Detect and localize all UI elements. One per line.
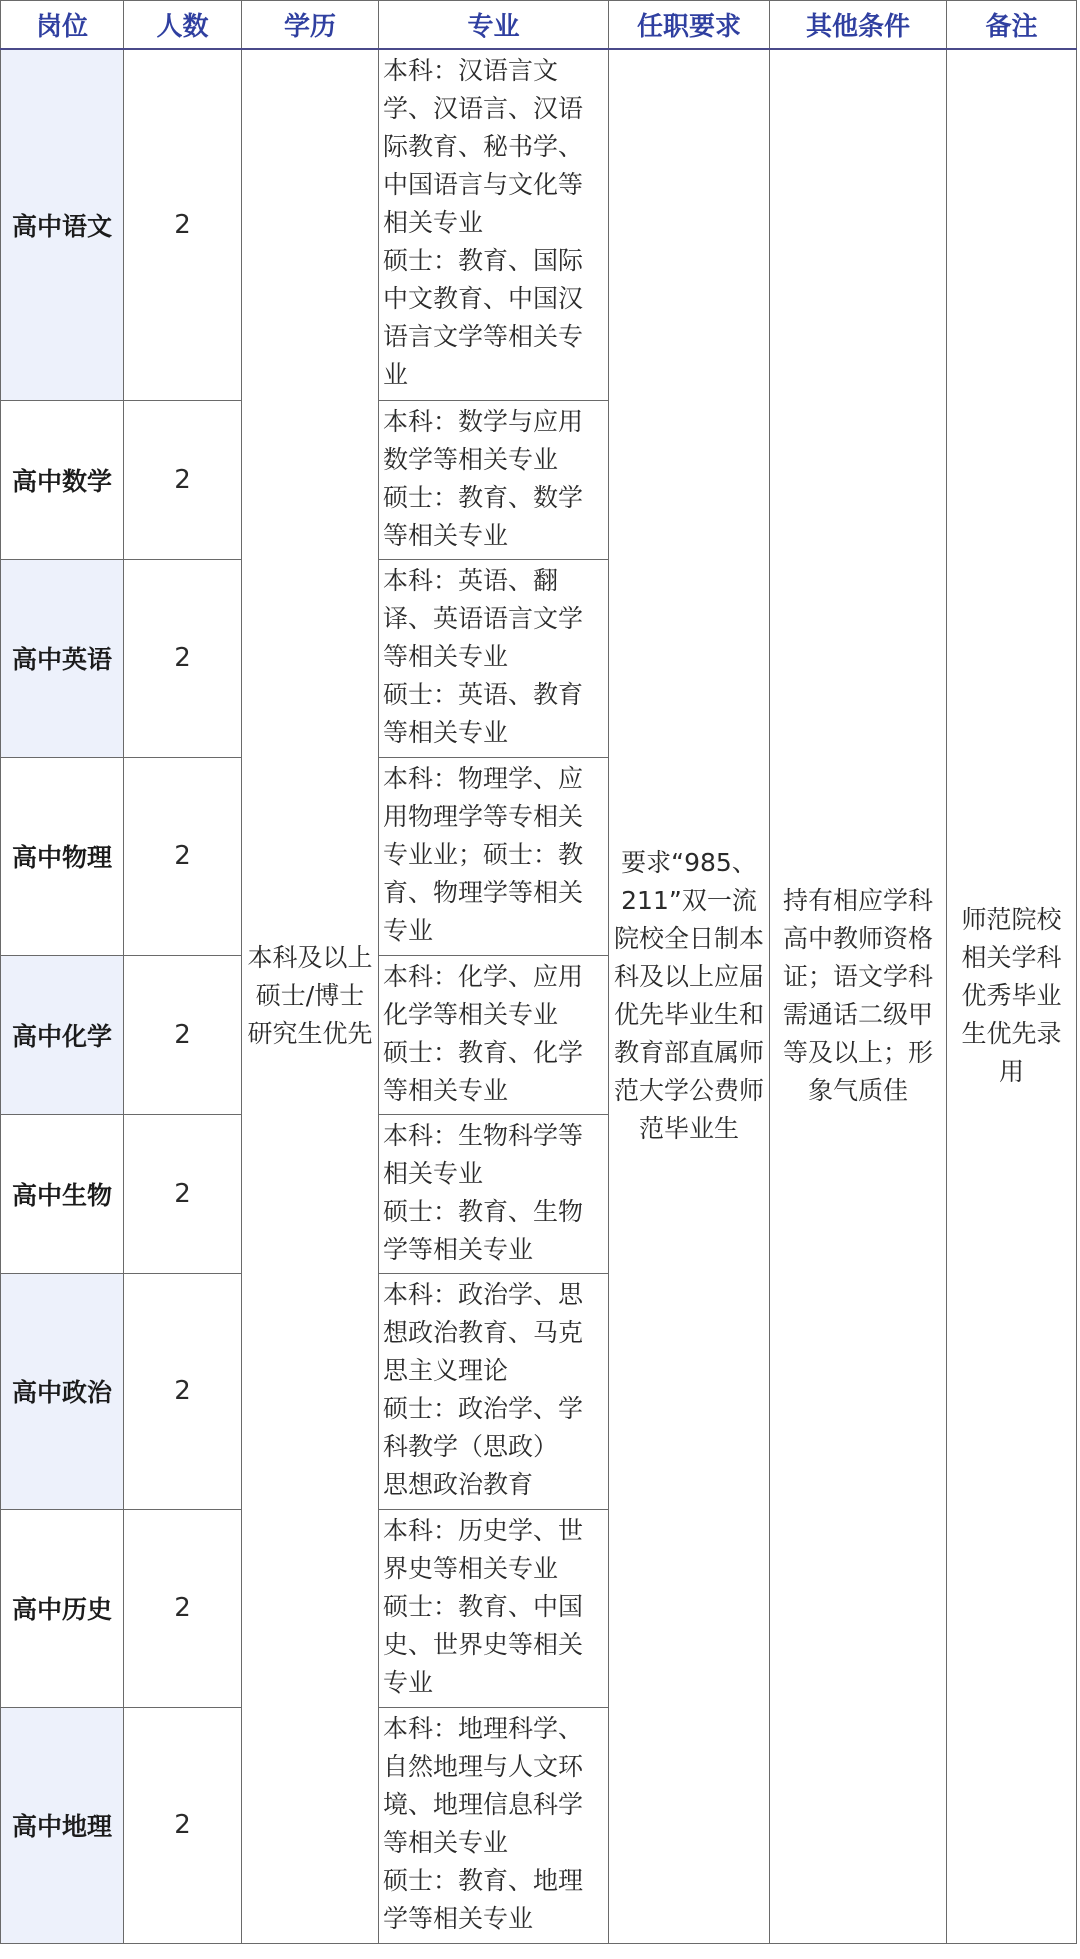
text-line: 本科：化学、应用 <box>383 961 584 991</box>
requirement-cell <box>609 49 770 1943</box>
post-cell: 高中地理 <box>1 1707 124 1943</box>
text-line: 本科：生物科学等 <box>383 1120 584 1150</box>
text-line: 需通话二级甲 <box>782 1000 933 1030</box>
text-line: 教育部直属师 <box>613 1038 764 1068</box>
text-line: 史、世界史等相关 <box>383 1629 584 1659</box>
text-line: 本科：政治学、思 <box>383 1279 584 1309</box>
text-line: 学等相关专业 <box>383 1234 534 1264</box>
text-line: 持有相应学科 <box>782 886 933 916</box>
major-cell <box>379 400 609 559</box>
text-line: 硕士：教育、国际 <box>383 246 584 275</box>
text-line: 等及以上；形 <box>782 1038 933 1068</box>
text-line: 自然地理与人文环 <box>383 1751 584 1781</box>
text-line: 化学等相关专业 <box>383 999 559 1029</box>
text-line: 思想政治教育 <box>383 1469 534 1499</box>
post-cell: 高中历史 <box>1 1509 124 1707</box>
text-line: 相关学科 <box>961 943 1062 973</box>
major-cell <box>379 1114 609 1273</box>
text-line: 等相关专业 <box>383 1075 509 1105</box>
major-cell <box>379 1509 609 1707</box>
text-line: 译、英语语言文学 <box>383 603 584 633</box>
text-line: 思主义理论 <box>383 1355 509 1385</box>
count-cell: 2 <box>124 955 242 1114</box>
post-cell: 高中语文 <box>1 49 124 400</box>
text-line: 优先毕业生和 <box>613 1000 764 1030</box>
text-line: 学、汉语言、汉语 <box>383 94 584 123</box>
count-cell: 2 <box>124 400 242 559</box>
text-line: 等相关专业 <box>383 1827 509 1857</box>
count-cell: 2 <box>124 1707 242 1943</box>
header-remark: 备注 <box>947 1 1077 50</box>
text-line: 专业 <box>383 1667 434 1697</box>
text-line: 际教育、秘书学、 <box>383 132 584 161</box>
text-line: 本科：物理学、应 <box>383 763 584 793</box>
text-line: 学等相关专业 <box>383 1903 534 1933</box>
header-row <box>1 1 1077 50</box>
text-line: 硕士：政治学、学 <box>383 1393 584 1423</box>
text-line: 研究生优先 <box>247 1019 373 1049</box>
text-line: 优秀毕业 <box>961 981 1062 1011</box>
text-line: 业 <box>383 360 409 389</box>
text-line: 要求“985、 <box>621 848 757 878</box>
major-cell <box>379 559 609 757</box>
text-line: 相关专业 <box>383 208 484 237</box>
text-line: 证；语文学科 <box>782 962 933 992</box>
text-line: 等相关专业 <box>383 641 509 671</box>
table-header <box>1 1 1077 50</box>
remark-cell <box>947 49 1077 1943</box>
text-line: 用物理学等专相关 <box>383 801 584 831</box>
post-cell: 高中政治 <box>1 1273 124 1509</box>
text-line: 师范院校 <box>961 905 1062 935</box>
text-line: 中文教育、中国汉 <box>383 284 584 313</box>
table-body <box>1 49 1077 1943</box>
header-major: 专业 <box>379 1 609 50</box>
text-line: 科教学（思政） <box>383 1431 559 1461</box>
post-cell: 高中物理 <box>1 757 124 955</box>
text-line: 硕士：教育、化学 <box>383 1037 584 1067</box>
count-cell: 2 <box>124 757 242 955</box>
count-cell: 2 <box>124 1509 242 1707</box>
text-line: 专业 <box>383 915 434 945</box>
text-line: 本科：英语、翻 <box>383 565 559 595</box>
education-cell <box>242 49 379 1943</box>
text-line: 硕士：教育、数学 <box>383 482 584 512</box>
count-cell: 2 <box>124 559 242 757</box>
post-cell: 高中英语 <box>1 559 124 757</box>
text-line: 本科及以上 <box>247 943 373 973</box>
header-requirement: 任职要求 <box>609 1 770 50</box>
text-line: 等相关专业 <box>383 520 509 550</box>
post-cell: 高中生物 <box>1 1114 124 1273</box>
major-cell <box>379 757 609 955</box>
text-line: 211”双一流 <box>621 886 757 916</box>
major-cell <box>379 955 609 1114</box>
text-line: 象气质佳 <box>807 1076 908 1106</box>
major-cell <box>379 49 609 400</box>
text-line: 高中教师资格 <box>782 924 933 954</box>
text-line: 专业业；硕士：教 <box>383 839 584 869</box>
text-line: 硕士：教育、中国 <box>383 1591 584 1621</box>
post-cell: 高中化学 <box>1 955 124 1114</box>
text-line: 数学等相关专业 <box>383 444 559 474</box>
count-cell: 2 <box>124 1273 242 1509</box>
header-education: 学历 <box>242 1 379 50</box>
text-line: 院校全日制本 <box>613 924 764 954</box>
text-line: 科及以上应届 <box>613 962 764 992</box>
text-line: 本科：地理科学、 <box>383 1713 584 1743</box>
text-line: 境、地理信息科学 <box>383 1789 584 1819</box>
table-row <box>1 49 1077 400</box>
major-cell <box>379 1273 609 1509</box>
header-post: 岗位 <box>1 1 124 50</box>
text-line: 本科：汉语言文 <box>383 56 559 85</box>
text-line: 生优先录 <box>961 1019 1062 1049</box>
other-conditions-cell <box>770 49 947 1943</box>
text-line: 本科：数学与应用 <box>383 406 584 436</box>
text-line: 用 <box>998 1057 1024 1087</box>
text-line: 硕士：教育、生物 <box>383 1196 584 1226</box>
text-line: 等相关专业 <box>383 717 509 747</box>
header-count: 人数 <box>124 1 242 50</box>
count-cell: 2 <box>124 1114 242 1273</box>
text-line: 相关专业 <box>383 1158 484 1188</box>
text-line: 育、物理学等相关 <box>383 877 584 907</box>
text-line: 范大学公费师 <box>613 1076 764 1106</box>
count-cell: 2 <box>124 49 242 400</box>
text-line: 硕士：英语、教育 <box>383 679 584 709</box>
text-line: 语言文学等相关专 <box>383 322 584 351</box>
text-line: 界史等相关专业 <box>383 1553 559 1583</box>
text-line: 范毕业生 <box>638 1114 739 1144</box>
text-line: 本科：历史学、世 <box>383 1515 584 1545</box>
text-line: 硕士：教育、地理 <box>383 1865 584 1895</box>
text-line: 硕士/博士 <box>255 981 365 1011</box>
post-cell: 高中数学 <box>1 400 124 559</box>
text-line: 中国语言与文化等 <box>383 170 584 199</box>
major-cell <box>379 1707 609 1943</box>
header-other: 其他条件 <box>770 1 947 50</box>
text-line: 想政治教育、马克 <box>383 1317 584 1347</box>
